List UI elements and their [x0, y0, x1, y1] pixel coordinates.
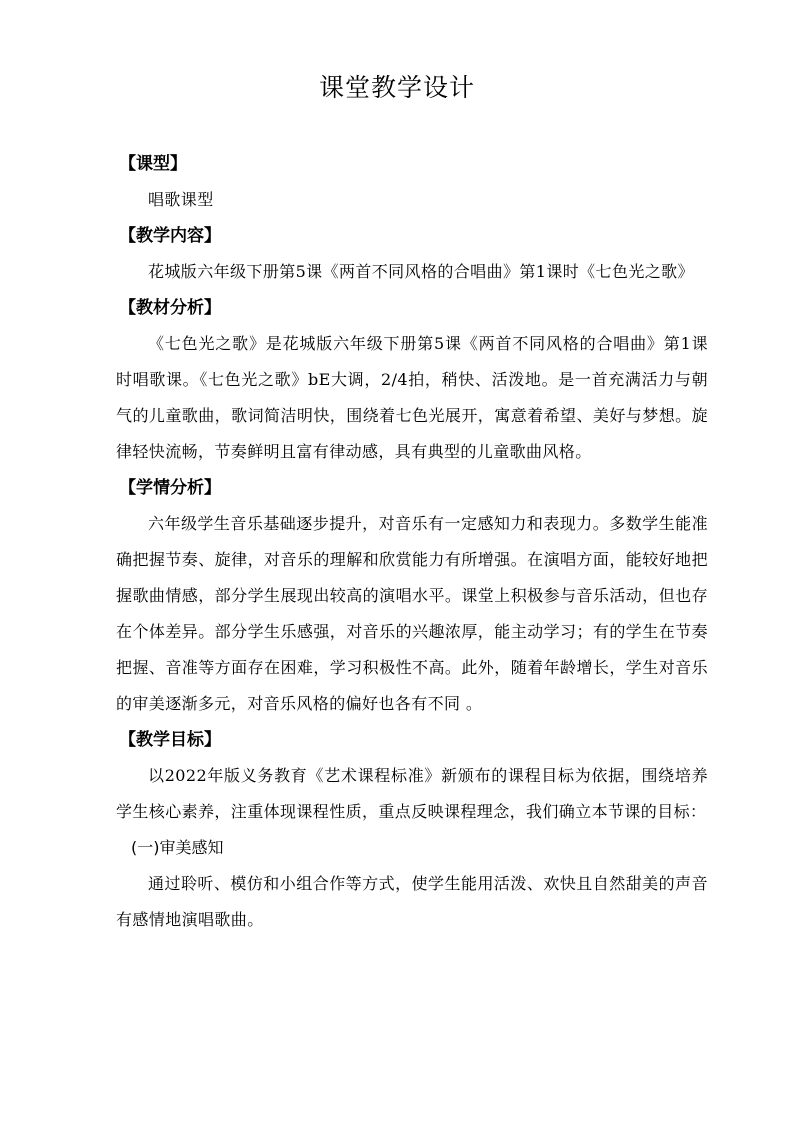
- subheading-aesthetic-perception: (一)审美感知: [131, 838, 224, 857]
- section-heading-lesson-type: 【课型】: [119, 154, 187, 174]
- text-aesthetic-perception: 通过聆听、模仿和小组合作等方式，使学生能用活泼、欢快且自然甜美的声音有感情地演唱歌曲。: [116, 874, 708, 929]
- section-text-objectives: 以2022年版义务教育《艺术课程标准》新颁布的课程目标为依据，围绕培养学生核心素养，注重体现课程性质，重点反映课程理念，我们确立本节课的目标：: [116, 766, 708, 821]
- section-text-content: 花城版六年级下册第5课《两首不同风格的合唱曲》第1课时《七色光之歌》: [148, 262, 694, 281]
- section-heading-student-analysis: 【学情分析】: [119, 478, 221, 498]
- section-heading-material-analysis: 【教材分析】: [119, 298, 221, 318]
- document-body: [116, 146, 708, 938]
- section-text-lesson-type: 唱歌课型: [148, 190, 214, 209]
- section-heading-content: 【教学内容】: [119, 226, 221, 246]
- section-text-material-analysis: 《七色光之歌》是花城版六年级下册第5课《两首不同风格的合唱曲》第1课时唱歌课。《七色光之歌》bE大调，2/4拍，稍快、活泼地。是一首充满活力与朝气的儿童歌曲，歌词简洁明快，围绕着七色光展开，寓意着希望、美好与梦想。旋律轻快流畅，节奏鲜明且富有律动感，具有典型的儿童歌曲风格。: [116, 334, 708, 461]
- page-title: 课堂教学设计: [318, 73, 475, 102]
- section-text-student-analysis: 六年级学生音乐基础逐步提升，对音乐有一定感知力和表现力。多数学生能准确把握节奏、旋律，对音乐的理解和欣赏能力有所增强。在演唱方面，能较好地把握歌曲情感，部分学生展现出较高的演唱水平。课堂上积极参与音乐活动，但也存在个体差异。部分学生乐感强，对音乐的兴趣浓厚，能主动学习；有的学生在节奏把握、音准等方面存在困难，学习积极性不高。此外，随着年龄增长，学生对音乐的审美逐渐多元，对音乐风格的偏好也各有不同 。: [116, 514, 708, 713]
- section-heading-objectives: 【教学目标】: [119, 730, 221, 750]
